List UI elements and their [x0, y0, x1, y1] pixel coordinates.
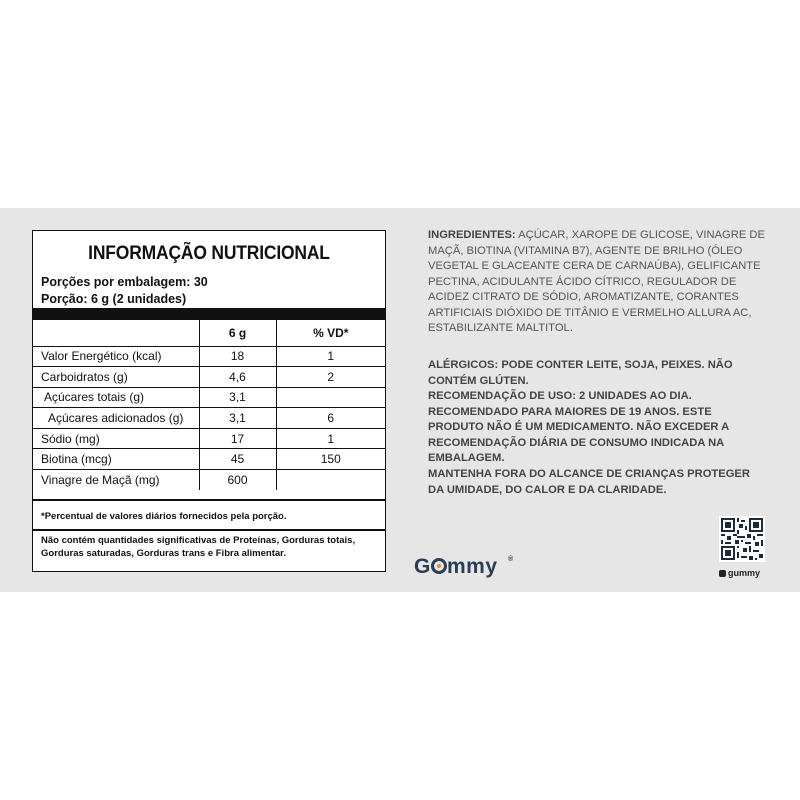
- nutrient-amount: 3,1: [199, 387, 276, 408]
- ingredients-text: AÇÚCAR, XAROPE DE GLICOSE, VINAGRE DE MAÇÃ, BIOTINA (VITAMINA B7), AGENTE DE BRILHO (ÓLEO VEGETAL E GLACEANTE CERA DE CARNAÚBA), GELIFICANTE PECTINA, ACIDULANTE ÁCIDO CÍTRICO, REGULADOR DE ACIDEZ CITRATO DE SÓDIO, AROMATIZANTE, CORANTES ARTIFICIAIS DIÓXIDO DE TITÂNIO E VERMELHO ALLURA AC, ESTABILIZANTE MALTITOL.: [428, 229, 765, 334]
- table-row: [33, 346, 385, 367]
- table-bottom-divider: [33, 499, 385, 501]
- nutrient-name: Valor Energético (kcal): [33, 346, 199, 367]
- instagram-icon: [719, 570, 726, 577]
- header-bar: [33, 308, 385, 320]
- ingredients-block: [428, 228, 768, 337]
- nutrient-name: Vinagre de Maçã (mg): [33, 470, 199, 491]
- nutrient-name: Biotina (mcg): [33, 449, 199, 470]
- insignificant-footnote: Não contém quantidades significativas de Proteínas, Gorduras totais, Gorduras saturadas, Gorduras trans e Fibra alimentar.: [41, 535, 356, 559]
- nutrient-amount: 3,1: [199, 408, 276, 429]
- nutrient-amount: 4,6: [199, 367, 276, 388]
- qr-code-icon: [719, 516, 765, 562]
- nutrient-name: Carboidratos (g): [33, 367, 199, 388]
- nutrient-amount: 600: [199, 470, 276, 491]
- nutrient-vd: [276, 387, 385, 408]
- servings-per-package: Porções por embalagem: 30: [41, 275, 208, 289]
- gummy-logo-icon: [414, 553, 514, 579]
- nutrient-vd: 2: [276, 367, 385, 388]
- nutrient-amount: 45: [199, 449, 276, 470]
- table-row: [33, 470, 385, 491]
- nutrient-name: Sódio (mg): [33, 428, 199, 449]
- allergens-text: ALÉRGICOS: PODE CONTER LEITE, SOJA, PEIXES. NÃO CONTÉM GLÚTEN.: [428, 359, 733, 387]
- svg-text:®: ®: [508, 556, 514, 563]
- nutrient-vd: 1: [276, 428, 385, 449]
- ingredients-label: INGREDIENTES:: [428, 229, 516, 241]
- table-row: [33, 408, 385, 429]
- age-warning-text: RECOMENDADO PARA MAIORES DE 19 ANOS. ESTE PRODUTO NÃO É UM MEDICAMENTO. NÃO EXCEDER A RECOMENDAÇÃO DIÁRIA DE CONSUMO INDICADA NA EMBALAGEM.: [428, 405, 729, 464]
- table-row: [33, 387, 385, 408]
- nutrient-rows: [33, 320, 385, 490]
- serving-size: Porção: 6 g (2 unidades): [41, 292, 187, 306]
- col-header-amount: 6 g: [199, 320, 276, 346]
- table-header-row: [33, 320, 385, 346]
- col-header-vd: % VD*: [276, 320, 385, 346]
- warnings-block: [428, 358, 768, 467]
- social-handle-text: gummy: [728, 568, 761, 578]
- col-header-nutrient: [33, 320, 199, 346]
- table-row: [33, 428, 385, 449]
- storage-text: MANTENHA FORA DO ALCANCE DE CRIANÇAS PROTEGER DA UMIDADE, DO CALOR E DA CLARIDADE.: [428, 468, 750, 496]
- nutrition-facts-table: [32, 230, 386, 572]
- nutrient-vd: [276, 470, 385, 491]
- nutrient-name: Açúcares totais (g): [33, 387, 199, 408]
- nutrient-name: Açúcares adicionados (g): [33, 408, 199, 429]
- nutrient-amount: 17: [199, 428, 276, 449]
- vd-footnote: *Percentual de valores diários fornecidos pela porção.: [41, 511, 287, 522]
- svg-text:G: G: [414, 555, 431, 578]
- nutrient-vd: 6: [276, 408, 385, 429]
- nutrient-vd: 150: [276, 449, 385, 470]
- svg-text:mmy: mmy: [447, 555, 498, 578]
- table-row: [33, 449, 385, 470]
- social-handle: [719, 568, 760, 578]
- brand-logo: [414, 553, 514, 585]
- nutrient-vd: 1: [276, 346, 385, 367]
- footnote-divider: [33, 529, 385, 531]
- nutrition-title: INFORMAÇÃO NUTRICIONAL: [88, 243, 330, 264]
- table-row: [33, 367, 385, 388]
- usage-text: RECOMENDAÇÃO DE USO: 2 UNIDADES AO DIA.: [428, 390, 692, 402]
- nutrient-amount: 18: [199, 346, 276, 367]
